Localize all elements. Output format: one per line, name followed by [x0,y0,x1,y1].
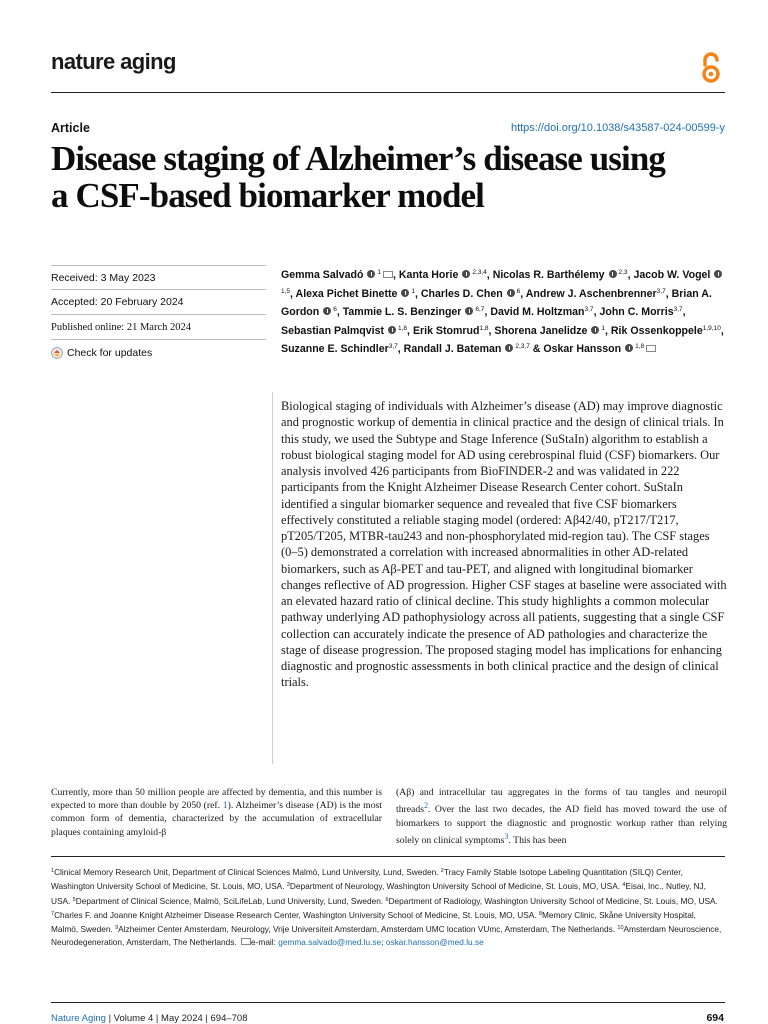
body-column-right [396,786,727,847]
abstract-rule [272,392,273,764]
reference-link[interactable]: 3 [504,831,509,841]
author-name: Jacob W. Vogel [633,269,711,281]
author-name: David M. Holtzman [490,306,585,319]
author-affiliation-sup: 6 [516,287,521,295]
affiliation-number: 2 [440,868,444,874]
abstract: Biological staging of individuals with Alzheimer’s disease (AD) may improve diagnostic and prognostic workup of dementia in clinical practice and the design of clinical trials. In this study, we used the Subtype and Stage Inference (SuStaIn) algorithm to establish a robust biological staging model for AD using cerebrospinal fluid (CSF) biomarkers. Our analysis involved 426 participants from BioFINDER-2 and was validated in 222 participants from the Knight Alzheimer Disease Research Center cohort. SuStaIn identified a singular biomarker sequence and revealed that five CSF biomarkers effectively constituted a reliable staging model (ordered: Aβ42/40, pT217/T217, pT205/T205, MTBR-tau243 and non-phosphorylated mid-region tau). The CSF stages (0–5) demonstrated a correlation with increased abnormalities in other AD-related biomarkers, such as Aβ-PET and tau-PET, and aligned with longitudinal biomarker changes reflective of AD progression. Higher CSF stages at baseline were associated with an elevated hazard ratio of clinical decline. This study highlights a common molecular pathway underlying AD pathophysiology across all patients, suggesting that a single CSF collection can accurately indicate the presence of AD pathologies and characterize the stage of disease progression. The proposed staging model has implications for enhancing diagnostic and prognostic assessments in both clinical practice and the design of clinical trials. [281,399,727,690]
author-name: Oskar Hansson [543,343,622,356]
journal-name[interactable]: nature aging [51,49,176,74]
footer-journal-link[interactable]: Nature Aging [51,1013,106,1024]
author-name: Brian A. Gordon [281,287,712,319]
email-icon [241,938,251,945]
affiliation-number: 10 [617,925,624,932]
orcid-icon[interactable] [609,270,617,278]
author[interactable] [543,343,656,355]
affiliation-number: 6 [385,896,389,903]
author-affiliation-sup: 6,7 [475,306,485,314]
author-name: Rik Ossenkoppele [610,324,703,337]
affiliation-number: 3 [286,882,290,889]
email-link[interactable]: gemma.salvado@med.lu.se [278,937,382,948]
author[interactable] [399,269,487,281]
author[interactable] [494,325,605,337]
author-affiliation-sup: 1,5 [281,287,291,295]
author[interactable] [493,269,628,281]
author[interactable] [281,269,393,281]
author-affiliation-sup: 3,7 [584,306,594,314]
author[interactable] [421,288,520,300]
author[interactable] [413,325,489,337]
author-name: Nicolas R. Barthélemy [492,269,605,281]
published-date: Published online: 21 March 2024 [51,315,266,340]
author-name: Kanta Horie [398,269,459,281]
author[interactable] [611,325,721,337]
author-name: Erik Stomrud [412,324,480,337]
author-name: John C. Morris [599,306,674,319]
author[interactable] [281,343,398,355]
affiliation-text: Amsterdam Neuroscience, Neurodegeneration, Amsterdam, The Netherlands. [51,924,722,948]
body-text: (Aβ) and intracellular tau aggregates in the forms of tau tangles and neuropil threads [396,787,727,816]
author[interactable] [281,325,407,337]
article-dates [51,265,266,365]
affiliation-number: 1 [51,868,55,874]
author-name: Sebastian Palmqvist [281,324,385,337]
author-affiliation-sup: 1,8 [635,343,645,351]
author-name: Charles D. Chen [420,287,503,300]
affiliation-text: Memory Clinic, Skåne University Hospital, Malmö, Sweden. [51,909,696,935]
doi-link[interactable]: https://doi.org/10.1038/s43587-024-00599-y [510,122,725,134]
email-link[interactable]: oskar.hansson@med.lu.se [385,937,484,948]
title-line: a CSF-based biomarker model [51,176,484,215]
author-affiliation-sup: 3,7 [673,306,683,314]
affiliations [51,865,725,950]
footer-divider [51,1002,725,1003]
body-text: ). Alzheimer’s disease (AD) is the most common form of dementia, characterized by the accumulation of extracellular plaques containing amyloid-β [51,800,382,838]
affiliation-text: Department of Clinical Science, Malmö, SciLifeLab, Lund University, Lund, Sweden. [75,895,386,906]
body-text: . This has been [508,835,567,847]
affiliation-number: 5 [72,896,76,903]
author-name: Gemma Salvadó [281,269,364,281]
author-affiliation-sup: 2,3,4 [472,269,487,276]
email-separator: ; [381,937,386,948]
reference-link[interactable]: 2 [423,801,429,811]
author-affiliation-sup: 1,9,10 [702,324,721,332]
orcid-icon[interactable] [714,270,722,278]
author-affiliation-sup: 1 [601,324,606,332]
orcid-icon[interactable] [401,289,409,297]
received-date: Received: 3 May 2023 [51,265,266,290]
footnote-divider [51,856,725,857]
affiliation-text: Eisai, Inc., Nutley, NJ, USA. [51,881,706,906]
author-affiliation-sup: 1,8 [479,324,489,332]
author-list: Gemma Salvadó $^1$ , Kanta Horie $^{2,3,4}$, Nicolas R. Barthélemy $^{2,3}$, Jacob W. Vogel $^{1,5}$, Alexa Pichet Binette $^1$, Charles D. Chen $^6$, Andrew J. Aschenbrenner$^{3,7}$, Brian A. Gordon $^6$, Tammie L. S. Benzinger $^{6,7}$, David M. Holtzman$^{3,7}$, John C. Morris$^{3,7}$, Sebastian Palmqvist $^{1,8}$, Erik Stomrud$^{1,8}$, Shorena Janelidze $^1$, Rik Ossenkoppele$^{1,9,10}$, Suzanne E. Schindler$^{3,7}$, Randall J. Bateman $^{2,3,7}$ & Oskar Hansson $^{1,8}$ [281,269,724,356]
author-affiliation-sup: 3,7 [388,343,398,351]
affiliation-number: 9 [115,925,119,932]
author-name: Randall J. Bateman [403,343,502,356]
body-text: Currently, more than 50 million people are affected by dementia, and this number is expected to more than double by 2050 (ref. [51,787,382,812]
author-name: Tammie L. S. Benzinger [342,306,462,319]
author-affiliation-sup: 6 [333,306,337,314]
author[interactable] [404,343,530,355]
title-line: Disease staging of Alzheimer’s disease using [51,139,666,178]
orcid-icon[interactable] [465,307,473,315]
orcid-icon[interactable] [367,270,375,278]
author-affiliation-sup: 1 [411,287,415,295]
footer-info: | Volume 4 | May 2024 | 694–708 [105,1013,248,1024]
article-type: Article [51,121,90,135]
orcid-icon[interactable] [625,344,633,352]
author[interactable] [343,306,485,318]
affiliation-text: Department of Neurology, Washington University School of Medicine, St. Louis, MO, USA. [289,881,623,892]
orcid-icon[interactable] [462,270,470,278]
email-icon[interactable] [383,271,393,278]
check-updates-button[interactable] [51,340,266,365]
open-access-icon [700,51,722,85]
author-name: Suzanne E. Schindler [281,343,389,356]
affiliation-text: Alzheimer Center Amsterdam, Neurology, Vrije Universiteit Amsterdam, Amsterdam UMC location VUmc, Amsterdam, The Netherlands. [118,924,618,935]
author[interactable] [490,306,593,318]
author-affiliation-sup: 1,8 [398,324,408,332]
affiliation-number: 8 [538,910,542,917]
email-icon[interactable] [646,345,656,352]
author-affiliation-sup: 2,3 [618,269,628,276]
check-updates-icon [51,347,63,359]
body-text: . Over the last two decades, the AD field has moved toward the use of biomarkers to support the diagnostic and prognostic workup rather than relying solely on clinical symptoms [396,804,727,847]
author[interactable] [296,288,415,300]
check-updates-label: Check for updates [67,346,153,359]
footer-citation [51,1013,248,1024]
author-name: Shorena Janelidze [494,324,588,337]
email-label: e-mail: [251,937,279,948]
accepted-date: Accepted: 20 February 2024 [51,290,266,315]
author-name: Alexa Pichet Binette [295,287,398,300]
author-name: Andrew J. Aschenbrenner [525,287,657,300]
affiliation-text: Clinical Memory Research Unit, Department of Clinical Sciences Malmö, Lund University, Lund, Sweden. [54,867,441,877]
affiliation-number: 4 [622,882,626,889]
header-divider [51,92,725,93]
author[interactable] [599,306,682,318]
author-affiliation-sup: 1 [377,269,382,276]
page-number: 694 [706,1012,724,1024]
body-column-left [51,786,382,839]
article-title [51,140,741,214]
affiliation-text: Tracy Family Stable Isotope Labeling Quantitation (SILQ) Center, Washington University School of Medicine, St. Louis, MO, USA. [51,867,683,892]
orcid-icon[interactable] [505,344,513,352]
author[interactable] [526,288,666,300]
orcid-icon[interactable] [323,307,331,315]
orcid-icon[interactable] [388,326,396,334]
affiliation-text: Charles F. and Joanne Knight Alzheimer Disease Research Center, Washington University School of Medicine, St. Louis, MO, USA. [54,909,539,920]
affiliation-number: 7 [51,910,55,917]
author-affiliation-sup: 3,7 [656,287,666,295]
reference-link[interactable]: 1 [222,800,228,812]
orcid-icon[interactable] [591,326,599,334]
affiliation-text: Department of Radiology, Washington University School of Medicine, St. Louis, MO, USA. [388,895,718,906]
orcid-icon[interactable] [507,289,515,297]
author-affiliation-sup: 2,3,7 [515,343,530,351]
